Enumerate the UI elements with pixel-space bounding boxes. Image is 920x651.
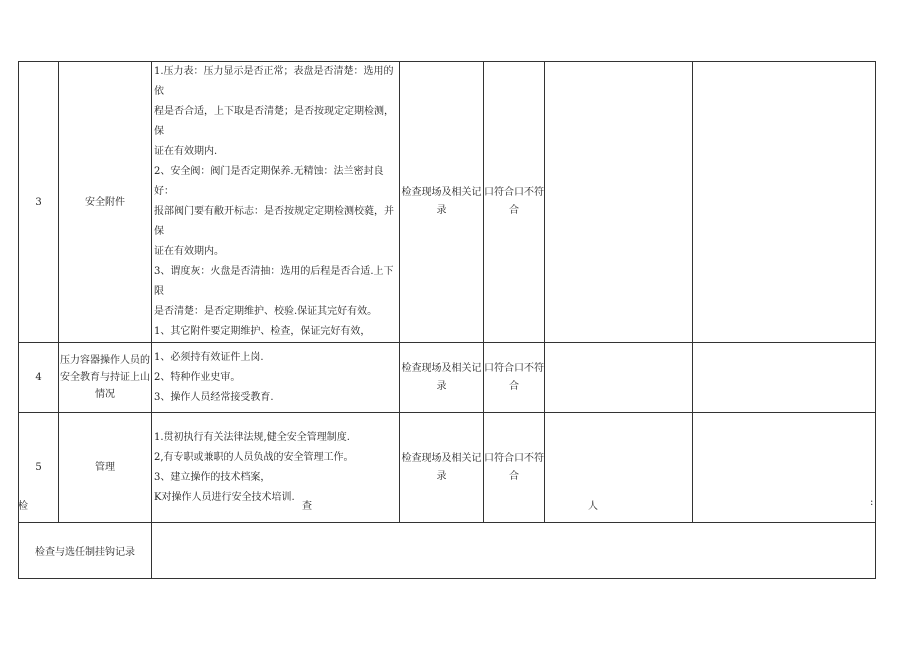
content-line: 3、建立操作的技术档案，	[154, 471, 271, 483]
check-content	[152, 413, 400, 523]
empty-cell	[545, 343, 693, 413]
content-line: 2、安全阀：阀门是否定期保养.无精蚀：法兰密封良好：	[154, 166, 384, 197]
content-line: K对操作人员进行安全技术培训.	[154, 491, 295, 503]
check-method: 检查现场及相关记录	[400, 343, 484, 413]
row-number: 4	[19, 343, 59, 413]
content-line: 是否清楚：是否定期维护、校验.保证其完好有效。	[154, 306, 378, 317]
inspector-label-char: 检	[18, 501, 28, 512]
row-number: 3	[19, 62, 59, 343]
content-line: 1、必须持有效证件上岗.	[154, 351, 264, 363]
inspector-label-char: 人	[588, 501, 598, 512]
check-content	[152, 62, 400, 343]
table-row	[19, 523, 876, 579]
empty-cell	[545, 62, 693, 343]
content-line: 3、谓度灰：火盘是否清抽：选用的后程是否合适.上下限	[154, 266, 394, 297]
item-name: 安全附件	[59, 62, 152, 343]
check-result: 口符合口不符合	[484, 413, 545, 523]
content-line: 1.压力表：压力显示是否正常；表盘是否清楚：选用的依	[154, 66, 394, 97]
record-entry-cell	[152, 523, 876, 579]
content-line: 3、操作人员经常接受教育.	[154, 391, 274, 403]
table-row	[19, 413, 876, 523]
check-result: 口符合口不符合	[484, 62, 545, 343]
item-name: 管理	[59, 413, 152, 523]
table-row	[19, 343, 876, 413]
inspector-label-colon: :	[870, 497, 874, 508]
content-line: 2、特种作业史审。	[154, 371, 241, 383]
item-name: 压力容器操作人员的安全教育与持证上山情况	[59, 343, 152, 413]
empty-cell	[693, 413, 876, 523]
empty-cell	[693, 62, 876, 343]
check-content	[152, 343, 400, 413]
content-line: 报部阀门要有敝开标志：是否按规定定期检测校蕤，并保	[154, 206, 394, 237]
content-line: 1.贯初执行有关法律法规,健全安全管理制度.	[154, 431, 350, 443]
check-method: 检查现场及相关记录	[400, 62, 484, 343]
empty-cell	[693, 343, 876, 413]
record-label: 检查与选任制挂钩记录	[19, 523, 152, 579]
inspector-label-char: 查	[302, 501, 312, 512]
row-number: 5	[19, 413, 59, 523]
content-line: 证在有效期内.	[154, 146, 218, 157]
check-method: 检查现场及相关记录	[400, 413, 484, 523]
content-line: 程是否合适，上下取是否清楚；是否按现定定期检测，保	[154, 106, 394, 137]
inspection-table	[18, 61, 876, 579]
empty-cell	[545, 413, 693, 523]
content-line: 2,有专职或兼职的人员负战的安全管理工作。	[154, 451, 354, 463]
content-line: 证在有效期内。	[154, 246, 224, 257]
table-row	[19, 62, 876, 343]
check-result: 口符合口不符合	[484, 343, 545, 413]
content-line: 1、其它附件要定期维护、检查，保证完好有效，	[154, 326, 371, 337]
